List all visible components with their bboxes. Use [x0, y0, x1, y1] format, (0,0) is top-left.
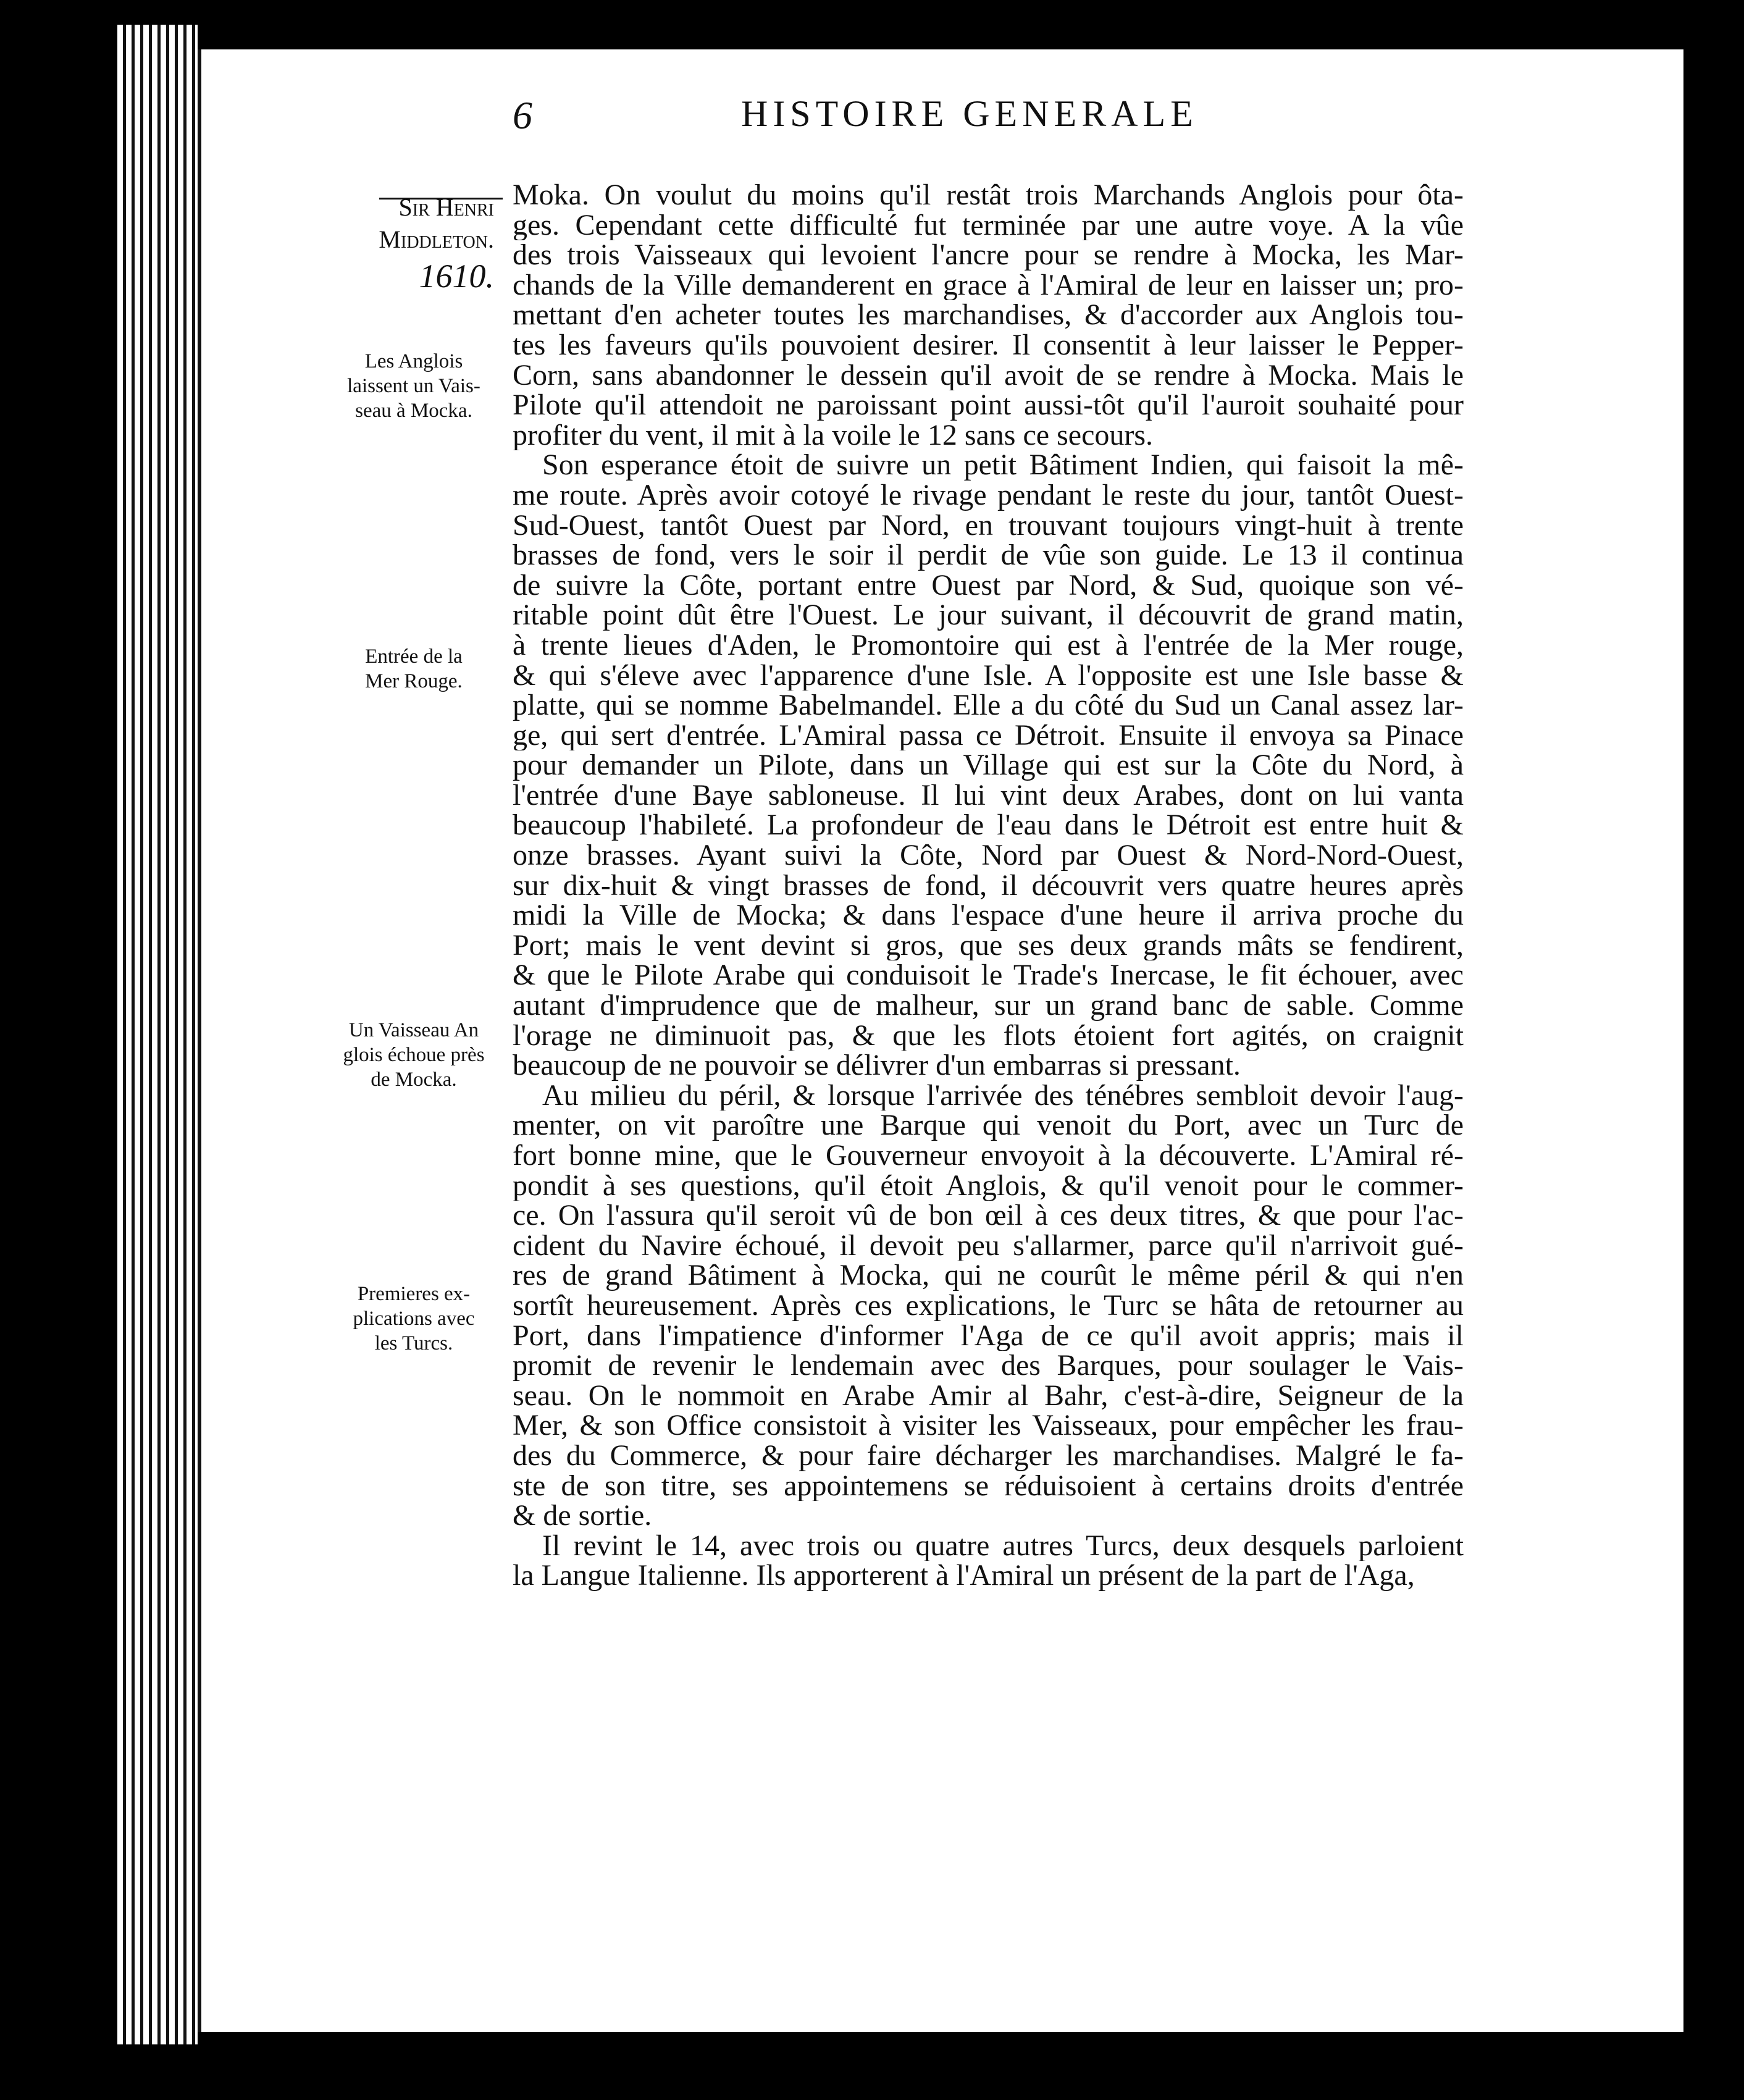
text-line: profiter du vent, il mit à la voile le 12 sans ce secours.: [513, 420, 1154, 451]
text-line: & de sortie.: [513, 1501, 652, 1531]
margin-note-line: Les Anglois: [364, 350, 463, 372]
text-line: seau. On le nommoit en Arabe Amir al Bahr, c'est-à-dire, Seigneur de la: [513, 1380, 1464, 1411]
book-spine-edge: [117, 25, 198, 2044]
margin-name-line: Sir Henri: [398, 193, 494, 221]
text-line: cident du Navire échoué, il devoit peu s'allarmer, parce qu'il n'arrivoit gué-: [513, 1230, 1464, 1261]
text-line: des du Commerce, & pour faire décharger les marchandises. Malgré le fa-: [513, 1440, 1464, 1471]
text-line: l'orage ne diminuoit pas, & que les flots étoient fort agités, on craignit: [513, 1020, 1464, 1051]
text-line: tes les faveurs qu'ils pouvoient desirer. Il consentit à leur laisser le Pepper-: [513, 330, 1464, 361]
margin-note-line: glois échoue près: [343, 1044, 485, 1066]
text-line: menter, on vit paroître une Barque qui venoit du Port, avec un Turc de: [513, 1111, 1464, 1141]
text-line: ce. On l'assura qu'il seroit vû de bon œil à ces deux titres, & que pour l'ac-: [513, 1201, 1464, 1231]
text-line: pondit à ses questions, qu'il étoit Anglois, & qu'il venoit pour le commer-: [513, 1170, 1464, 1201]
text-line: brasses de fond, vers le soir il perdit de vûe son guide. Le 13 il continua: [513, 540, 1464, 571]
text-line: & qui s'éleve avec l'apparence d'une Isle. A l'opposite est une Isle basse &: [513, 660, 1464, 691]
margin-note-line: les Turcs.: [374, 1332, 453, 1354]
text-line: ste de son titre, ses appointemens se réduisoient à certains droits d'entrée: [513, 1471, 1464, 1502]
text-line: des trois Vaisseaux qui levoient l'ancre pour se rendre à Mocka, les Mar-: [513, 240, 1464, 271]
text-line: me route. Après avoir cotoyé le rivage pendant le reste du jour, tantôt Ouest-: [513, 480, 1464, 511]
margin-note: [333, 1018, 494, 1092]
margin-note: [333, 349, 494, 423]
text-line: à trente lieues d'Aden, le Promontoire qui est à l'entrée de la Mer rouge,: [513, 630, 1464, 661]
text-line: ritable point dût être l'Ouest. Le jour suivant, il découvrit de grand matin,: [513, 600, 1464, 631]
text-line: platte, qui se nomme Babelmandel. Elle a du côté du Sud un Canal assez lar-: [513, 691, 1464, 721]
text-line: promit de revenir le lendemain avec des Barques, pour soulager le Vais-: [513, 1351, 1464, 1381]
margin-name-line: Middleton.: [379, 225, 494, 253]
text-line: & que le Pilote Arabe qui conduisoit le Trade's Inercase, le fit échouer, avec: [513, 960, 1464, 991]
margin-note-line: de Mocka.: [371, 1069, 457, 1091]
text-line: Port, dans l'impatience d'informer l'Aga de ce qu'il avoit appris; mais il: [513, 1321, 1464, 1351]
text-line: Port; mais le vent devint si gros, que ses deux grands mâts se fendirent,: [513, 930, 1464, 961]
text-line: Au milieu du péril, & lorsque l'arrivée des ténébres sembloit devoir l'aug-: [542, 1080, 1464, 1111]
text-line: l'entrée d'une Baye sabloneuse. Il lui vint deux Arabes, dont on lui vanta: [513, 780, 1464, 811]
text-line: Son esperance étoit de suivre un petit Bâtiment Indien, qui faisoit la mê-: [542, 450, 1464, 481]
page-header: [513, 93, 1686, 148]
text-line: sur dix-huit & vingt brasses de fond, il découvrit vers quatre heures après: [513, 870, 1464, 901]
text-line: la Langue Italienne. Ils apporterent à l'Amiral un présent de la part de l'Aga,: [513, 1561, 1415, 1591]
text-line: Corn, sans abandonner le dessein qu'il avoit de se rendre à Mocka. Mais le: [513, 360, 1464, 391]
running-title: HISTOIRE GENERALE: [741, 93, 1198, 134]
margin-note-line: laissent un Vais-: [347, 375, 480, 397]
text-line: chands de la Ville demanderent en grace à l'Amiral de leur en laisser un; pro-: [513, 270, 1464, 301]
text-line: Il revint le 14, avec trois ou quatre autres Turcs, deux desquels parloient: [542, 1531, 1464, 1561]
text-line: Pilote qu'il attendoit ne paroissant point aussi-tôt qu'il l'auroit souhaité pour: [513, 390, 1464, 421]
margin-note: [333, 1282, 494, 1356]
text-line: Moka. On voulut du moins qu'il restât trois Marchands Anglois pour ôta-: [513, 180, 1464, 211]
text-line: de suivre la Côte, portant entre Ouest par Nord, & Sud, quoique son vé-: [513, 570, 1464, 601]
text-line: beaucoup de ne pouvoir se délivrer d'un embarras si pressant.: [513, 1051, 1241, 1081]
text-line: autant d'imprudence que de malheur, sur un grand banc de sable. Comme: [513, 991, 1464, 1021]
margin-year: 1610.: [419, 258, 494, 295]
body-text: [513, 180, 1464, 1591]
margin-note-line: Mer Rouge.: [365, 670, 463, 692]
margin-note: [333, 644, 494, 694]
text-line: fort bonne mine, que le Gouverneur envoyoit à la découverte. L'Amiral ré-: [513, 1141, 1464, 1171]
margin-note-line: Un Vaisseau An: [348, 1019, 479, 1041]
margin-note-line: plications avec: [353, 1308, 475, 1330]
text-line: sortît heureusement. Après ces explications, le Turc se hâta de retourner au: [513, 1290, 1464, 1321]
text-line: pour demander un Pilote, dans un Village qui est sur la Côte du Nord, à: [513, 750, 1464, 781]
margin-note-line: seau à Mocka.: [355, 400, 472, 422]
text-line: beaucoup l'habileté. La profondeur de l'eau dans le Détroit est entre huit &: [513, 810, 1464, 841]
text-line: Mer, & son Office consistoit à visiter les Vaisseaux, pour empêcher les frau-: [513, 1411, 1464, 1441]
text-line: ge, qui sert d'entrée. L'Amiral passa ce Détroit. Ensuite il envoya sa Pinace: [513, 720, 1464, 751]
margin-note-line: Entrée de la: [365, 645, 463, 668]
text-line: res de grand Bâtiment à Mocka, qui ne courût le même péril & qui n'en: [513, 1261, 1464, 1291]
text-line: mettant d'en acheter toutes les marchandises, & d'accorder aux Anglois tou-: [513, 300, 1464, 330]
margin-note-voyage: [333, 191, 494, 296]
text-line: onze brasses. Ayant suivi la Côte, Nord par Ouest & Nord-Nord-Ouest,: [513, 841, 1464, 871]
page-number: 6: [513, 93, 532, 137]
text-line: midi la Ville de Mocka; & dans l'espace d'une heure il arriva proche du: [513, 901, 1464, 931]
text-line: ges. Cependant cette difficulté fut terminée par une autre voye. A la vûe: [513, 210, 1464, 241]
text-line: Sud-Ouest, tantôt Ouest par Nord, en trouvant toujours vingt-huit à trente: [513, 510, 1464, 541]
margin-note-line: Premieres ex-: [357, 1283, 471, 1305]
